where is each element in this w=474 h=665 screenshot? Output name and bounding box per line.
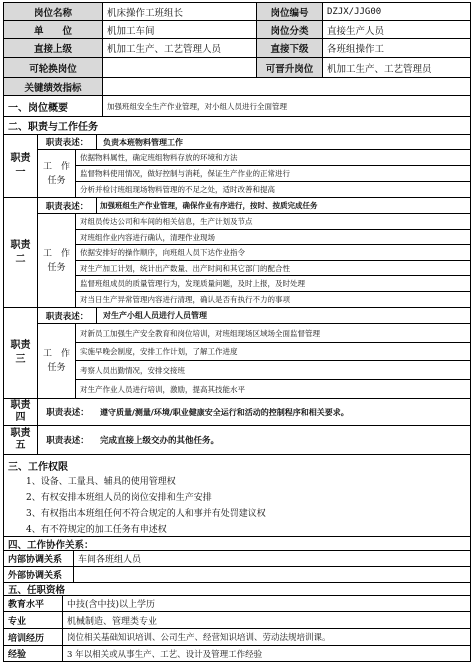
duty-5-desc: 完成直接上级交办的其他任务。 (100, 436, 220, 446)
kpi-label: 关键绩效指标 (4, 78, 103, 95)
qualification-value: 岗位相关基础知识培训、公司生产、经营知识培训、劳动法规培训课。 (67, 633, 331, 643)
header-row-4 (3, 58, 471, 78)
authority-item: 3、有权指出本班组任何不符合规定的人和事并有处罚建议权 (26, 509, 266, 519)
duty-1-label: 职责 一 (4, 135, 38, 197)
post-name-value: 机床操作工班组长 (103, 3, 257, 20)
duty-3-task: 实施早晚会制度，安排工作计划，了解工作进度 (76, 343, 470, 361)
qualification-row (3, 596, 471, 612)
job-description-sheet (3, 2, 471, 662)
duty-2-task: 对组员传达公司和车间的相关信息，生产计划及节点 (76, 214, 470, 230)
duty-5-desc-label: 职责表述： (46, 436, 89, 446)
header-row-2 (3, 21, 471, 39)
duty-4-label: 职责 四 (4, 399, 38, 425)
duty-1-task: 依据物料属性，确定班组物料存放的环境和方法 (76, 150, 470, 166)
duty-5-label: 职责 五 (4, 426, 38, 454)
duty-5 (3, 426, 471, 455)
internal-relation-row (3, 551, 471, 567)
duty-4-desc: 遵守质量/测量/环境/职业健康安全运行和活动的控制程序和相关要求。 (100, 407, 349, 417)
duty-3-task: 对新员工加强生产安全教育和岗位培训，对班组现场区域场全面监督管理 (76, 324, 470, 343)
authority-item: 2、有权安排本班组人员的岗位安排和生产安排 (26, 493, 212, 503)
duty-2-tasks (76, 214, 470, 307)
superior-value: 机加工生产、工艺管理人员 (103, 39, 257, 57)
post-code-value: DZJX/JJG00 (327, 6, 382, 17)
internal-relation-label: 内部协调关系 (4, 551, 74, 566)
duty-3-task: 考察人员出勤情况，安排交接班 (76, 361, 470, 380)
duty-1-desc-label: 职责表述： (38, 135, 97, 150)
superior-label: 直接上级 (4, 39, 103, 57)
duty-4-desc-label: 职责表述： (46, 408, 89, 418)
kpi-value (103, 78, 470, 95)
duty-3-label: 职责 三 (4, 308, 38, 398)
external-relation-value (74, 567, 470, 582)
duty-2-desc-row (38, 198, 470, 214)
promote-label: 可晋升岗位 (257, 58, 323, 77)
post-code-label: 岗位编号 (257, 3, 323, 20)
duty-1-desc: 负责本班物料管理工作 (97, 135, 470, 150)
qualification-value: 机械制造、管理类专业 (67, 616, 158, 627)
duty-2 (3, 198, 471, 308)
qualification-row (3, 612, 471, 629)
authority-item: 4、有不符规定的加工任务有申述权 (26, 525, 167, 535)
section-4-title: 四、工作协作关系： (8, 539, 94, 550)
duty-2-task: 对班组作业内容进行确认，清理作业现场 (76, 230, 470, 245)
duty-2-task: 监督班组成员的质量管理行为，发现质量问题，及时上报，及时处理 (76, 276, 470, 292)
header-row-1 (3, 2, 471, 21)
section-2-title-row (3, 117, 471, 135)
kpi-row (3, 78, 471, 96)
header-row-3 (3, 39, 471, 58)
duty-1-task-label: 工 作 任务 (38, 150, 76, 197)
qualification-row (3, 646, 471, 662)
duty-2-task: 依据安排好的操作顺序，向班组人员下达作业指令 (76, 245, 470, 261)
external-relation-label: 外部协调关系 (4, 567, 74, 582)
duty-1-desc-row (38, 135, 470, 150)
external-relation-row (3, 567, 471, 583)
section-2-title: 二、职责与工作任务 (8, 122, 98, 133)
category-value: 直接生产人员 (327, 25, 385, 37)
duty-2-label: 职责 二 (4, 198, 38, 307)
section-3 (3, 455, 471, 537)
duty-1 (3, 135, 471, 198)
post-name-label: 岗位名称 (4, 3, 103, 20)
duty-3 (3, 308, 471, 399)
rotate-value (103, 58, 257, 77)
section-1-title: 一、岗位概要 (4, 96, 103, 116)
qualification-label: 专业 (4, 612, 63, 628)
section-3-title: 三、工作权限 (8, 462, 68, 473)
rotate-label: 可轮换岗位 (4, 58, 103, 77)
section-1-row (3, 96, 471, 117)
qualification-label: 培训经历 (4, 629, 63, 645)
internal-relation-value: 车间各班组人员 (78, 555, 142, 565)
duty-3-desc: 对生产小组人员进行人员管理 (97, 308, 470, 324)
section-5-title-row (3, 583, 471, 596)
section-4-title-row (3, 537, 471, 551)
authority-item: 1、设备、工量具、辅具的使用管理权 (26, 477, 176, 487)
duty-1-task: 分析并检讨班组现场物料管理的不足之处，适时改善和提高 (80, 185, 275, 194)
section-1-text: 加强班组安全生产作业管理，对小组人员进行全面管理 (107, 101, 287, 111)
duty-2-task-label: 工 作 任务 (38, 214, 76, 307)
qualification-label: 教育水平 (4, 596, 63, 611)
duty-2-task: 对生产加工计划，统计出产数量、出产时间和其它部门的配合性 (76, 261, 470, 276)
duty-2-task: 对当日生产异常管理内容进行清理，确认是否有执行不力的事项 (80, 295, 290, 304)
section-5-title: 五、任职资格 (8, 585, 66, 595)
unit-label: 单 位 (4, 21, 103, 38)
qualification-value: 中技(含中技)以上学历 (67, 600, 156, 610)
category-label: 岗位分类 (257, 21, 323, 38)
duty-4 (3, 399, 471, 426)
duty-3-desc-label: 职责表述： (38, 308, 97, 324)
duty-3-task: 对生产作业人员进行培训，激励，提高其技能水平 (80, 384, 245, 394)
qualification-value: 3 年以相关或从事生产、工艺、设计及管理工作经验 (67, 649, 263, 660)
qualification-row (3, 629, 471, 646)
subordinate-label: 直接下级 (257, 39, 323, 57)
unit-value: 机加工车间 (103, 21, 257, 38)
qualification-label: 经验 (4, 646, 63, 661)
duty-1-task: 监督物料使用情况，做好控制与消耗，保证生产作业的正常进行 (76, 166, 470, 182)
duty-1-tasks (76, 150, 470, 197)
duty-3-task-label: 工 作 任务 (38, 324, 76, 398)
duty-2-desc: 加强班组生产作业管理，确保作业有序进行，按时、按质完成任务 (97, 198, 470, 214)
duty-3-tasks (76, 324, 470, 398)
promote-value: 机加工生产、工艺管理员 (327, 63, 432, 75)
duty-3-desc-row (38, 308, 470, 324)
duty-2-desc-label: 职责表述： (38, 198, 97, 214)
subordinate-value: 各班组操作工 (327, 44, 385, 55)
